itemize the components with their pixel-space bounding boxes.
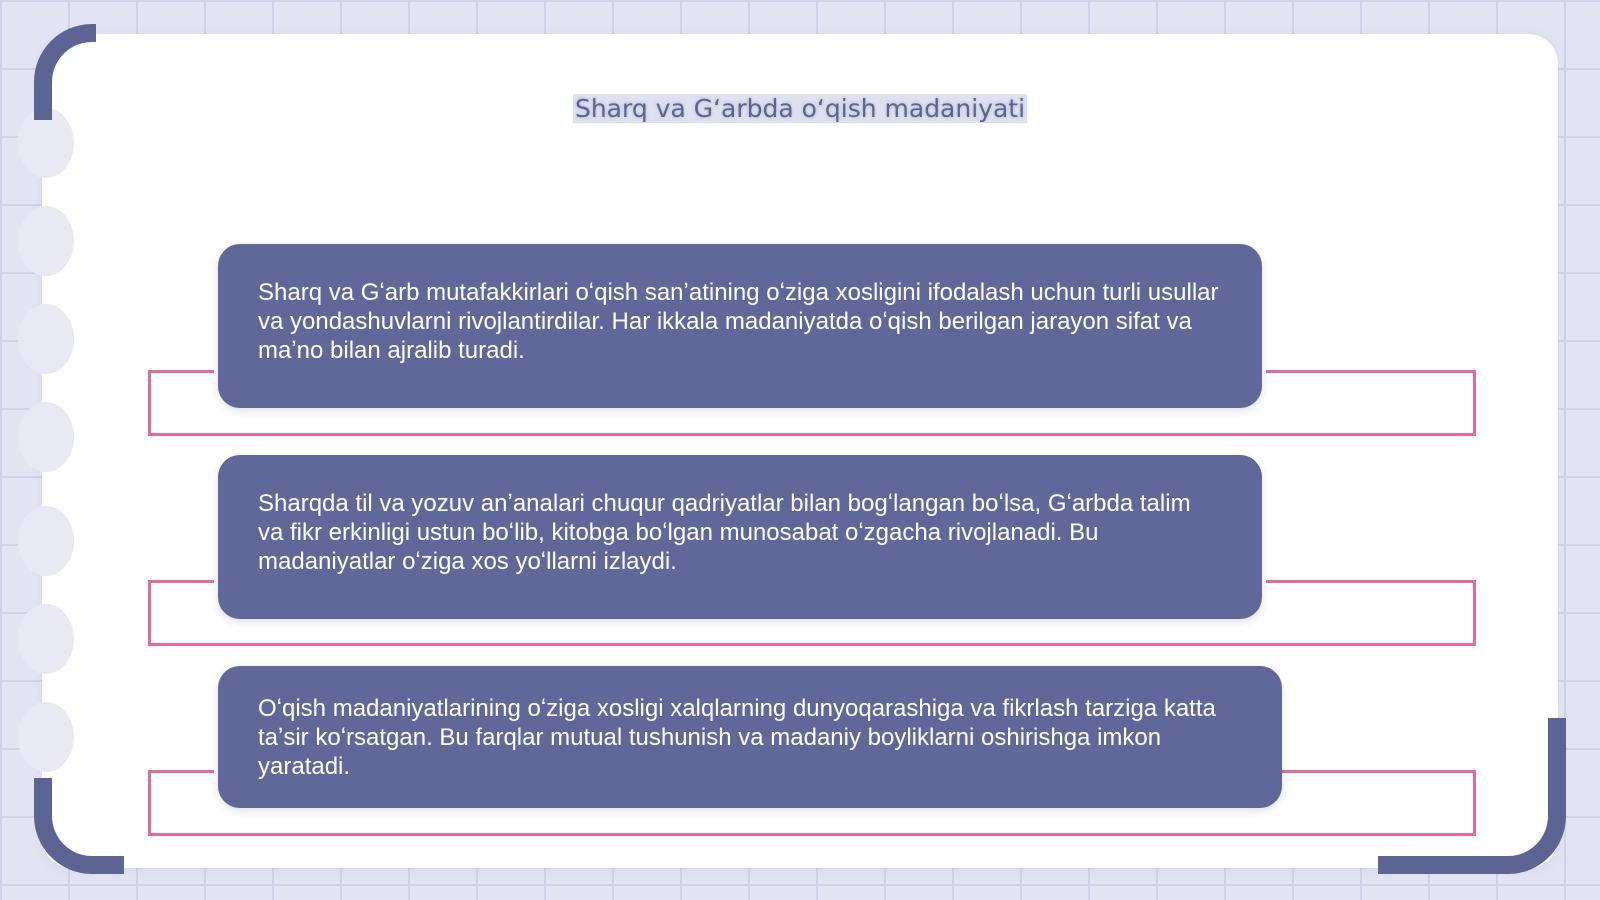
page-edge-scallop [18, 604, 74, 674]
corner-bracket-bottom-left [34, 778, 124, 874]
page-edge-scallop [18, 402, 74, 472]
page-edge-scallop [18, 506, 74, 576]
content-card-1 [218, 244, 1262, 408]
content-card-3 [218, 666, 1282, 808]
content-card-2 [218, 455, 1262, 619]
page-edge-scallop [18, 304, 74, 374]
content-card-text: Sharq va Gʻarb mutafakkirlari oʻqish sanʼatining oʻziga xosligini ifodalash uchun turli usullar va yondashuvlarni rivojlantirdilar. Har ikkala madaniyatda oʻqish berilgan jarayon sifat va maʼno bilan ajralib turadi. [258, 279, 1219, 364]
content-card-text: Oʻqish madaniyatlarining oʻziga xosligi xalqlarning dunyoqarashiga va fikrlash tarziga katta taʼsir koʻrsatgan. Bu farqlar mutual tushunish va madaniy boyliklarni oshirishga imkon yaratadi. [258, 695, 1216, 780]
page-edge-scallop [18, 702, 74, 772]
content-card-text: Sharqda til va yozuv anʼanalari chuqur qadriyatlar bilan bogʻlangan boʻlsa, Gʻarbda talim va fikr erkinligi ustun boʻlib, kitobga boʻlgan munosabat oʻzgacha rivojlanadi. Bu madaniyatlar oʻziga xos yoʻllarni izlaydi. [258, 490, 1191, 575]
slide-title [0, 94, 1600, 123]
page-edge-scallop [18, 206, 74, 276]
slide-title-text: Sharq va Gʻarbda oʻqish madaniyati [574, 94, 1026, 123]
